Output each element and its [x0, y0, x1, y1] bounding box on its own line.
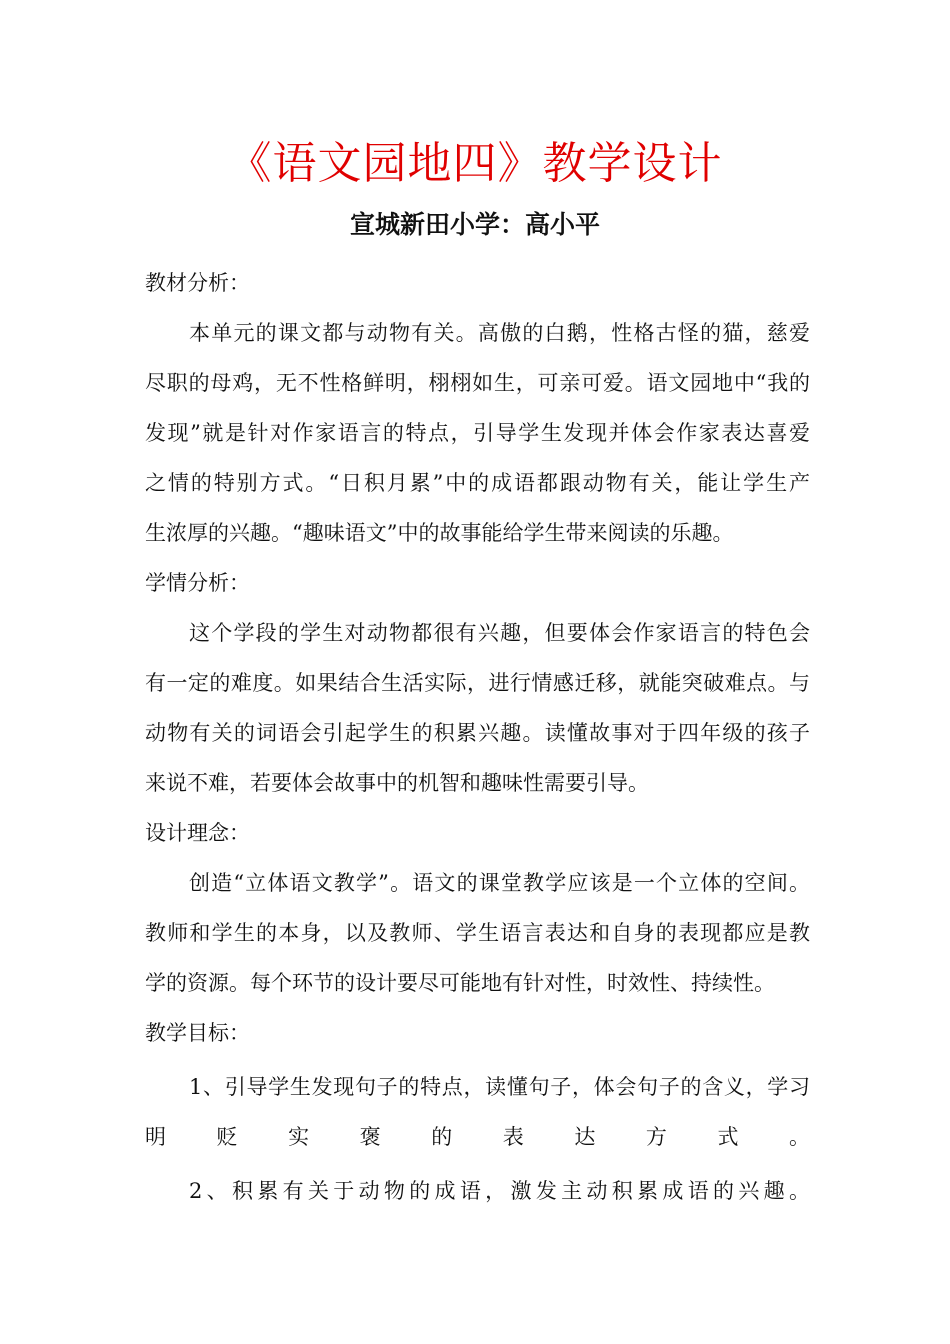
paragraph-line: 动物有关的词语会引起学生的积累兴趣。读懂故事对于四年级的孩子 [145, 721, 810, 745]
paragraph-line: 创造“立体语文教学”。语文的课堂教学应该是一个立体的空间。 [189, 871, 810, 895]
section-heading-teaching-goals: 教学目标： [145, 1021, 250, 1045]
paragraph-line: 有一定的难度。如果结合生活实际，进行情感迁移，就能突破难点。与 [145, 671, 810, 695]
paragraph-line: 生浓厚的兴趣。“趣味语文”中的故事能给学生带来阅读的乐趣。 [145, 521, 734, 545]
teaching-goal-item [145, 1166, 810, 1216]
teaching-goal-item [145, 1062, 810, 1162]
section-heading-textbook-analysis: 教材分析： [145, 271, 250, 295]
paragraph-line: 这个学段的学生对动物都很有兴趣，但要体会作家语言的特色会 [189, 621, 810, 645]
paragraph-line: 本单元的课文都与动物有关。高傲的白鹅，性格古怪的猫，慈爱 [189, 321, 810, 345]
section-paragraph-textbook-analysis [145, 308, 810, 558]
section-heading-student-analysis: 学情分析： [145, 571, 250, 595]
paragraph-line: 之情的特别方式。“日积月累”中的成语都跟动物有关，能让学生产 [145, 471, 810, 495]
paragraph-line: 尽职的母鸡，无不性格鲜明，栩栩如生，可亲可爱。语文园地中“我的 [145, 371, 810, 395]
paragraph-line: 1、引导学生发现句子的特点，读懂句子，体会句子的含义，学习 [189, 1075, 810, 1099]
paragraph-line: 2、积累有关于动物的成语，激发主动积累成语的兴趣。 [189, 1179, 810, 1203]
document-subtitle: 宣城新田小学：高小平 [349, 210, 600, 239]
document-body [145, 258, 810, 1216]
paragraph-line: 来说不难，若要体会故事中的机智和趣味性需要引导。 [145, 771, 649, 795]
section-paragraph-design-concept [145, 858, 810, 1008]
section-paragraph-student-analysis [145, 608, 810, 808]
paragraph-line: 学的资源。每个环节的设计要尽可能地有针对性，时效性、持续性。 [145, 971, 775, 995]
paragraph-line: 明贬实褒的表达方式。 [145, 1125, 810, 1149]
section-heading-design-concept: 设计理念： [145, 821, 250, 845]
paragraph-line: 教师和学生的本身，以及教师、学生语言表达和自身的表现都应是教 [145, 921, 810, 945]
document-title: 《语文园地四》教学设计 [227, 138, 723, 189]
paragraph-line: 发现”就是针对作家语言的特点，引导学生发现并体会作家表达喜爱 [145, 421, 810, 445]
